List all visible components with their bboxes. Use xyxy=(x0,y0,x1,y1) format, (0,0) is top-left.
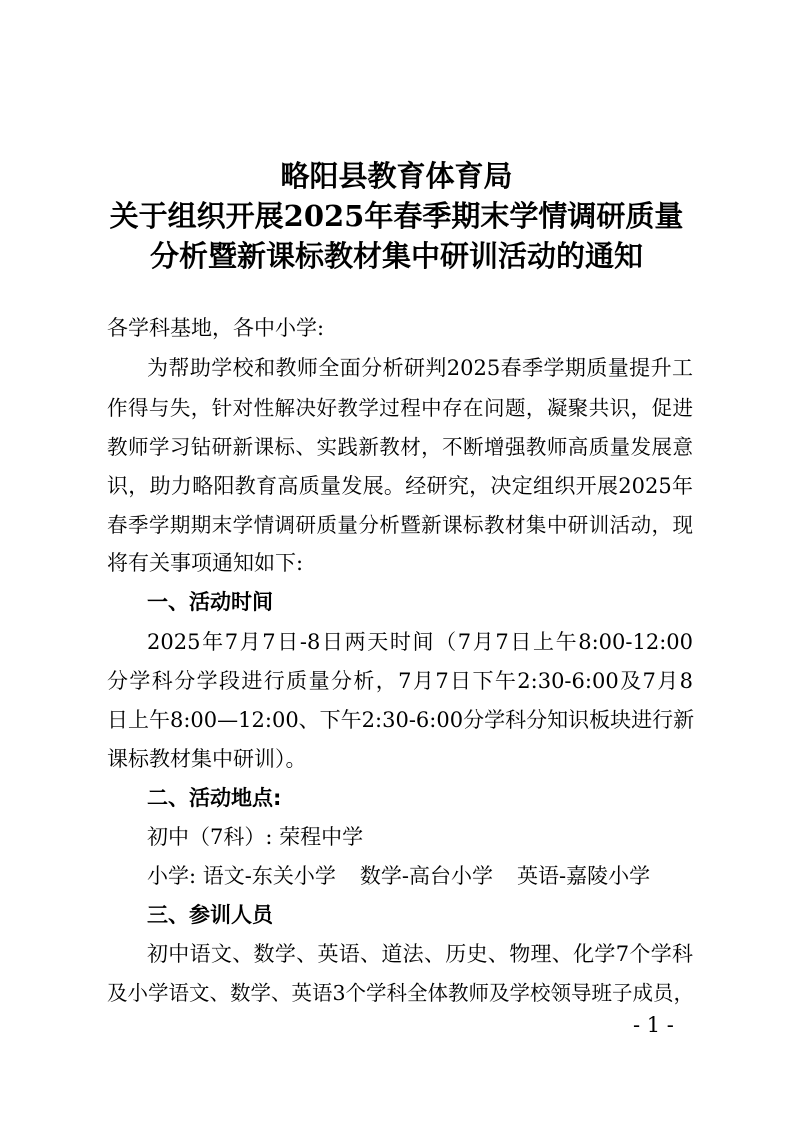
intro-line: 识，助力略阳教育高质量发展。经研究，决定组织开展2025年 xyxy=(107,474,693,498)
title-line-2: 关于组织开展2025年春季期末学情调研质量 xyxy=(109,199,684,233)
participants-line: 及小学语文、数学、英语3个学科全体教师及学校领导班子成员， xyxy=(107,981,695,1005)
page-number: - 1 - xyxy=(633,1013,674,1037)
time-line: 课标教材集中研训）。 xyxy=(107,747,307,771)
salutation: 各学科基地，各中小学: xyxy=(107,316,325,340)
title-line-3: 分析暨新课标教材集中研训活动的通知 xyxy=(149,239,643,273)
primary-venues xyxy=(147,861,693,891)
junior-venue: 初中（7科）: 荣程中学 xyxy=(147,825,364,849)
time-line: 2025年7月7日-8日两天时间（7月7日上午8:00-12:00 xyxy=(147,630,693,654)
intro-line: 将有关事项通知如下: xyxy=(107,551,304,575)
primary-venue-chinese: 语文-东关小学 xyxy=(202,864,336,888)
section-heading-participants: 三、参训人员 xyxy=(147,903,273,927)
time-line: 分学科分学段进行质量分析，7月7日下午2:30-6:00及7月8 xyxy=(107,669,693,693)
primary-venue-math: 数学-高台小学 xyxy=(359,864,493,888)
primary-venue-english: 英语-嘉陵小学 xyxy=(516,864,651,888)
intro-line: 春季学期期末学情调研质量分析暨新课标教材集中研训活动，现 xyxy=(107,513,693,537)
intro-line: 作得与失，针对性解决好教学过程中存在问题，凝聚共识，促进 xyxy=(107,396,693,420)
title-line-1: 略阳县教育体育局 xyxy=(280,159,513,193)
time-line: 日上午8:00—12:00、下午2:30-6:00分学科分知识板块进行新 xyxy=(107,708,695,732)
section-heading-time: 一、活动时间 xyxy=(147,590,273,614)
section-heading-location: 二、活动地点: xyxy=(147,786,282,810)
primary-label: 小学: xyxy=(147,864,203,888)
participants-line: 初中语文、数学、英语、道法、历史、物理、化学7个学科 xyxy=(147,942,693,966)
intro-line: 为帮助学校和教师全面分析研判2025春季学期质量提升工 xyxy=(147,356,693,380)
intro-line: 教师学习钻研新课标、实践新教材，不断增强教师高质量发展意 xyxy=(107,435,693,459)
